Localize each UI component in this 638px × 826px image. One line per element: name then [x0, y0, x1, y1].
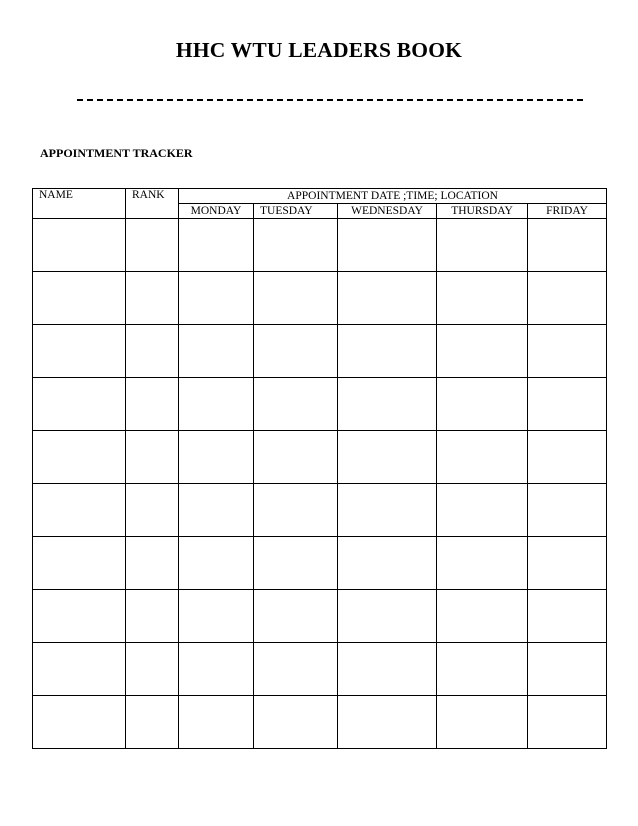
cell-friday: [528, 431, 607, 484]
cell-thursday: [437, 325, 528, 378]
cell-monday: [179, 484, 254, 537]
cell-tuesday: [254, 431, 338, 484]
cell-rank: [126, 696, 179, 749]
table-row: [33, 272, 607, 325]
cell-monday: [179, 272, 254, 325]
cell-friday: [528, 696, 607, 749]
cell-monday: [179, 431, 254, 484]
cell-wednesday: [338, 272, 437, 325]
cell-name: [33, 696, 126, 749]
cell-wednesday: [338, 537, 437, 590]
header-row-top: [33, 189, 607, 204]
table-row: [33, 643, 607, 696]
cell-tuesday: [254, 484, 338, 537]
cell-wednesday: [338, 219, 437, 272]
document-title: HHC WTU LEADERS BOOK: [175, 38, 463, 62]
cell-monday: [179, 325, 254, 378]
cell-rank: [126, 378, 179, 431]
cell-friday: [528, 378, 607, 431]
cell-name: [33, 643, 126, 696]
cell-wednesday: [338, 325, 437, 378]
table-row: [33, 537, 607, 590]
cell-rank: [126, 484, 179, 537]
cell-friday: [528, 590, 607, 643]
column-header-monday: MONDAY: [179, 204, 254, 219]
cell-tuesday: [254, 219, 338, 272]
cell-friday: [528, 643, 607, 696]
cell-thursday: [437, 537, 528, 590]
cell-thursday: [437, 219, 528, 272]
cell-friday: [528, 325, 607, 378]
cell-wednesday: [338, 696, 437, 749]
cell-thursday: [437, 272, 528, 325]
cell-thursday: [437, 696, 528, 749]
cell-tuesday: [254, 272, 338, 325]
cell-thursday: [437, 378, 528, 431]
cell-friday: [528, 272, 607, 325]
cell-monday: [179, 378, 254, 431]
cell-thursday: [437, 431, 528, 484]
column-header-appointment: APPOINTMENT DATE ;TIME; LOCATION: [179, 189, 607, 204]
cell-rank: [126, 537, 179, 590]
cell-friday: [528, 537, 607, 590]
cell-name: [33, 272, 126, 325]
cell-tuesday: [254, 643, 338, 696]
cell-name: [33, 325, 126, 378]
column-header-name: NAME: [33, 189, 126, 219]
table-row: [33, 325, 607, 378]
column-header-friday: FRIDAY: [528, 204, 607, 219]
tracker-body: [33, 219, 607, 749]
table-row: [33, 219, 607, 272]
cell-rank: [126, 590, 179, 643]
column-header-tuesday: TUESDAY: [254, 204, 338, 219]
cell-thursday: [437, 643, 528, 696]
cell-wednesday: [338, 643, 437, 696]
cell-name: [33, 590, 126, 643]
cell-tuesday: [254, 378, 338, 431]
cell-rank: [126, 219, 179, 272]
cell-wednesday: [338, 590, 437, 643]
table-row: [33, 378, 607, 431]
title-underline: [77, 99, 583, 101]
cell-wednesday: [338, 431, 437, 484]
cell-wednesday: [338, 484, 437, 537]
cell-name: [33, 378, 126, 431]
column-header-wednesday: WEDNESDAY: [338, 204, 437, 219]
cell-rank: [126, 272, 179, 325]
cell-wednesday: [338, 378, 437, 431]
cell-name: [33, 431, 126, 484]
cell-thursday: [437, 590, 528, 643]
appointment-tracker-table: [32, 188, 607, 749]
table-row: [33, 696, 607, 749]
table-row: [33, 590, 607, 643]
cell-friday: [528, 219, 607, 272]
table-row: [33, 484, 607, 537]
column-header-rank: RANK: [126, 189, 179, 219]
cell-name: [33, 484, 126, 537]
table-row: [33, 431, 607, 484]
cell-name: [33, 537, 126, 590]
section-heading: APPOINTMENT TRACKER: [40, 146, 193, 160]
column-header-thursday: THURSDAY: [437, 204, 528, 219]
cell-tuesday: [254, 325, 338, 378]
cell-name: [33, 219, 126, 272]
cell-thursday: [437, 484, 528, 537]
cell-monday: [179, 643, 254, 696]
cell-friday: [528, 484, 607, 537]
cell-monday: [179, 537, 254, 590]
cell-tuesday: [254, 590, 338, 643]
cell-monday: [179, 219, 254, 272]
cell-rank: [126, 431, 179, 484]
cell-rank: [126, 643, 179, 696]
cell-rank: [126, 325, 179, 378]
cell-tuesday: [254, 696, 338, 749]
cell-tuesday: [254, 537, 338, 590]
cell-monday: [179, 590, 254, 643]
cell-monday: [179, 696, 254, 749]
